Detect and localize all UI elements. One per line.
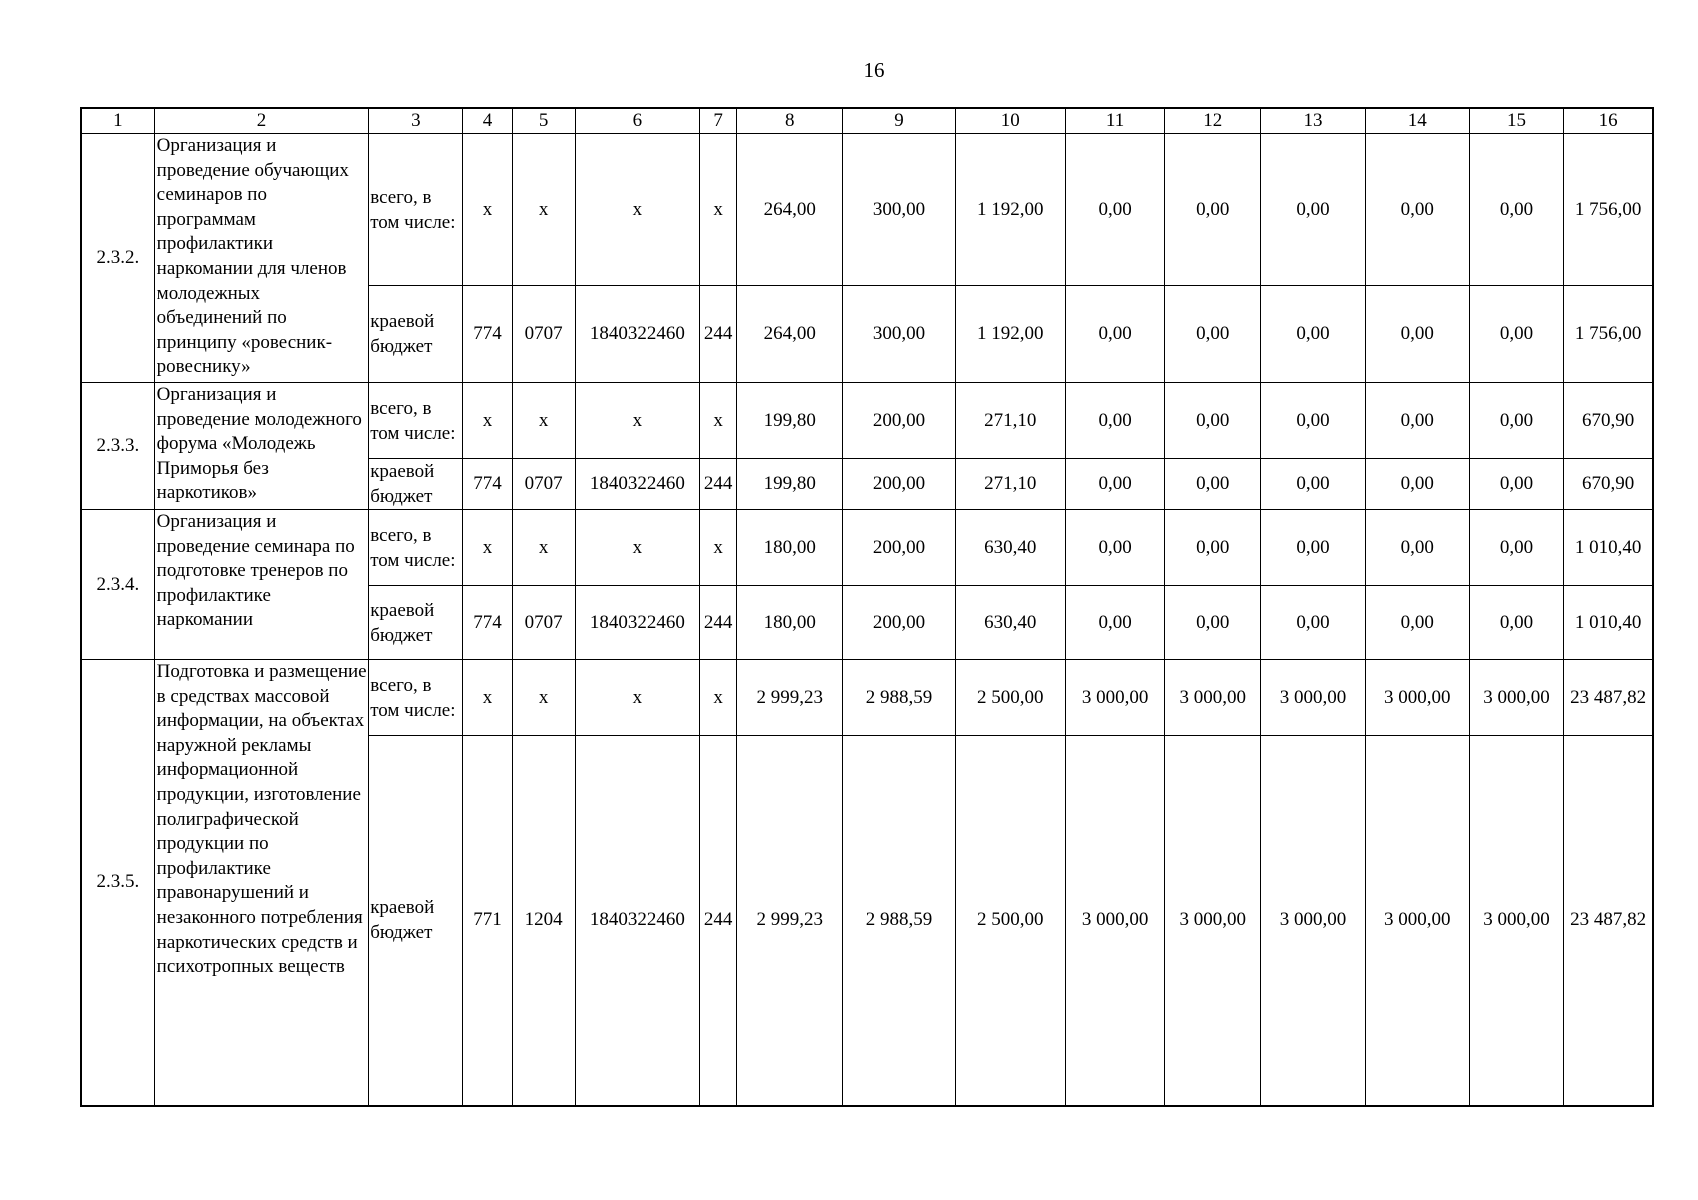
cell-c9: 200,00 bbox=[843, 586, 955, 660]
item-number: 2.3.2. bbox=[81, 134, 154, 383]
cell-c9: 200,00 bbox=[843, 383, 955, 459]
cell-c8: 2 999,23 bbox=[737, 736, 843, 1106]
cell-c13: 0,00 bbox=[1261, 383, 1365, 459]
column-header: 1 bbox=[81, 108, 154, 134]
cell-c12: 0,00 bbox=[1165, 134, 1261, 286]
column-header: 5 bbox=[512, 108, 575, 134]
funding-source: краевой бюджет bbox=[369, 459, 463, 510]
column-header: 6 bbox=[575, 108, 699, 134]
page-number: 16 bbox=[863, 58, 885, 82]
cell-c8: 199,80 bbox=[737, 383, 843, 459]
funding-source: всего, в том числе: bbox=[369, 510, 463, 586]
column-header: 2 bbox=[154, 108, 369, 134]
cell-c12: 0,00 bbox=[1165, 459, 1261, 510]
cell-c4: 771 bbox=[463, 736, 512, 1106]
cell-c6: 1840322460 bbox=[575, 286, 699, 383]
cell-c14: 0,00 bbox=[1365, 286, 1469, 383]
cell-c8: 264,00 bbox=[737, 134, 843, 286]
cell-c11: 0,00 bbox=[1065, 459, 1164, 510]
cell-c7: 244 bbox=[700, 459, 737, 510]
cell-c5: x bbox=[512, 510, 575, 586]
cell-c10: 630,40 bbox=[955, 586, 1065, 660]
cell-c10: 1 192,00 bbox=[955, 134, 1065, 286]
cell-c8: 180,00 bbox=[737, 510, 843, 586]
cell-c13: 0,00 bbox=[1261, 134, 1365, 286]
cell-c14: 0,00 bbox=[1365, 510, 1469, 586]
cell-c16: 23 487,82 bbox=[1564, 736, 1653, 1106]
cell-c10: 1 192,00 bbox=[955, 286, 1065, 383]
funding-source: всего, в том числе: bbox=[369, 383, 463, 459]
cell-c15: 0,00 bbox=[1469, 586, 1563, 660]
cell-c15: 3 000,00 bbox=[1469, 736, 1563, 1106]
cell-c6: x bbox=[575, 383, 699, 459]
cell-c8: 199,80 bbox=[737, 459, 843, 510]
cell-c7: x bbox=[700, 660, 737, 736]
funding-source: краевой бюджет bbox=[369, 286, 463, 383]
cell-c12: 3 000,00 bbox=[1165, 736, 1261, 1106]
cell-c12: 3 000,00 bbox=[1165, 660, 1261, 736]
cell-c6: x bbox=[575, 510, 699, 586]
cell-c12: 0,00 bbox=[1165, 286, 1261, 383]
cell-c6: 1840322460 bbox=[575, 459, 699, 510]
table-row bbox=[81, 134, 1653, 286]
item-number: 2.3.5. bbox=[81, 660, 154, 1106]
cell-c8: 264,00 bbox=[737, 286, 843, 383]
cell-c7: 244 bbox=[700, 586, 737, 660]
cell-c4: 774 bbox=[463, 459, 512, 510]
cell-c5: 1204 bbox=[512, 736, 575, 1106]
cell-c4: x bbox=[463, 134, 512, 286]
cell-c10: 271,10 bbox=[955, 459, 1065, 510]
cell-c13: 0,00 bbox=[1261, 286, 1365, 383]
cell-c14: 3 000,00 bbox=[1365, 736, 1469, 1106]
cell-c9: 2 988,59 bbox=[843, 660, 955, 736]
cell-c12: 0,00 bbox=[1165, 510, 1261, 586]
cell-c16: 1 756,00 bbox=[1564, 134, 1653, 286]
cell-c15: 0,00 bbox=[1469, 383, 1563, 459]
cell-c6: 1840322460 bbox=[575, 586, 699, 660]
cell-c16: 1 010,40 bbox=[1564, 510, 1653, 586]
cell-c5: 0707 bbox=[512, 586, 575, 660]
cell-c11: 3 000,00 bbox=[1065, 736, 1164, 1106]
cell-c12: 0,00 bbox=[1165, 383, 1261, 459]
cell-c15: 0,00 bbox=[1469, 459, 1563, 510]
cell-c4: 774 bbox=[463, 286, 512, 383]
cell-c15: 3 000,00 bbox=[1469, 660, 1563, 736]
cell-c6: x bbox=[575, 660, 699, 736]
column-header: 16 bbox=[1564, 108, 1653, 134]
cell-c10: 630,40 bbox=[955, 510, 1065, 586]
cell-c5: 0707 bbox=[512, 286, 575, 383]
cell-c16: 670,90 bbox=[1564, 383, 1653, 459]
cell-c9: 300,00 bbox=[843, 286, 955, 383]
cell-c5: x bbox=[512, 134, 575, 286]
cell-c11: 0,00 bbox=[1065, 510, 1164, 586]
cell-c11: 0,00 bbox=[1065, 383, 1164, 459]
cell-c7: 244 bbox=[700, 286, 737, 383]
cell-c13: 0,00 bbox=[1261, 586, 1365, 660]
cell-c9: 200,00 bbox=[843, 459, 955, 510]
cell-c16: 670,90 bbox=[1564, 459, 1653, 510]
cell-c5: x bbox=[512, 660, 575, 736]
cell-c16: 1 010,40 bbox=[1564, 586, 1653, 660]
cell-c16: 1 756,00 bbox=[1564, 286, 1653, 383]
cell-c10: 2 500,00 bbox=[955, 736, 1065, 1106]
cell-c14: 0,00 bbox=[1365, 459, 1469, 510]
table-row bbox=[81, 383, 1653, 459]
column-header: 4 bbox=[463, 108, 512, 134]
column-header: 11 bbox=[1065, 108, 1164, 134]
cell-c5: x bbox=[512, 383, 575, 459]
cell-c11: 0,00 bbox=[1065, 134, 1164, 286]
cell-c10: 271,10 bbox=[955, 383, 1065, 459]
funding-source: всего, в том числе: bbox=[369, 134, 463, 286]
cell-c7: x bbox=[700, 383, 737, 459]
column-header: 9 bbox=[843, 108, 955, 134]
column-header: 8 bbox=[737, 108, 843, 134]
cell-c14: 0,00 bbox=[1365, 134, 1469, 286]
funding-source: краевой бюджет bbox=[369, 736, 463, 1106]
cell-c14: 0,00 bbox=[1365, 586, 1469, 660]
cell-c4: 774 bbox=[463, 586, 512, 660]
cell-c15: 0,00 bbox=[1469, 286, 1563, 383]
cell-c5: 0707 bbox=[512, 459, 575, 510]
item-number: 2.3.3. bbox=[81, 383, 154, 510]
cell-c4: x bbox=[463, 660, 512, 736]
cell-c13: 0,00 bbox=[1261, 510, 1365, 586]
cell-c10: 2 500,00 bbox=[955, 660, 1065, 736]
item-name: Организация и проведение молодежного форума «Молодежь Приморья без наркотиков» bbox=[154, 383, 369, 510]
cell-c15: 0,00 bbox=[1469, 134, 1563, 286]
cell-c11: 0,00 bbox=[1065, 286, 1164, 383]
item-name: Подготовка и размещение в средствах массовой информации, на объектах наружной рекламы информационной продукции, изготовление полиграфической продукции по профилактике правонарушений и незаконного потребления наркотических средств и психотропных веществ bbox=[154, 660, 369, 1106]
cell-c12: 0,00 bbox=[1165, 586, 1261, 660]
column-header: 3 bbox=[369, 108, 463, 134]
item-number: 2.3.4. bbox=[81, 510, 154, 660]
cell-c7: x bbox=[700, 510, 737, 586]
column-header: 12 bbox=[1165, 108, 1261, 134]
cell-c8: 180,00 bbox=[737, 586, 843, 660]
cell-c16: 23 487,82 bbox=[1564, 660, 1653, 736]
funding-source: всего, в том числе: bbox=[369, 660, 463, 736]
column-header: 14 bbox=[1365, 108, 1469, 134]
budget-table bbox=[80, 107, 1654, 1107]
cell-c11: 0,00 bbox=[1065, 586, 1164, 660]
cell-c4: x bbox=[463, 383, 512, 459]
header-row bbox=[81, 108, 1653, 134]
column-header: 15 bbox=[1469, 108, 1563, 134]
cell-c4: x bbox=[463, 510, 512, 586]
cell-c13: 3 000,00 bbox=[1261, 660, 1365, 736]
cell-c9: 200,00 bbox=[843, 510, 955, 586]
cell-c9: 2 988,59 bbox=[843, 736, 955, 1106]
cell-c8: 2 999,23 bbox=[737, 660, 843, 736]
cell-c9: 300,00 bbox=[843, 134, 955, 286]
cell-c6: x bbox=[575, 134, 699, 286]
cell-c14: 3 000,00 bbox=[1365, 660, 1469, 736]
cell-c14: 0,00 bbox=[1365, 383, 1469, 459]
item-name: Организация и проведение семинара по подготовке тренеров по профилактике наркомании bbox=[154, 510, 369, 660]
cell-c13: 3 000,00 bbox=[1261, 736, 1365, 1106]
column-header: 7 bbox=[700, 108, 737, 134]
table-row bbox=[81, 510, 1653, 586]
column-header: 13 bbox=[1261, 108, 1365, 134]
cell-c7: x bbox=[700, 134, 737, 286]
cell-c6: 1840322460 bbox=[575, 736, 699, 1106]
cell-c7: 244 bbox=[700, 736, 737, 1106]
cell-c15: 0,00 bbox=[1469, 510, 1563, 586]
table-row bbox=[81, 660, 1653, 736]
cell-c11: 3 000,00 bbox=[1065, 660, 1164, 736]
funding-source: краевой бюджет bbox=[369, 586, 463, 660]
cell-c13: 0,00 bbox=[1261, 459, 1365, 510]
column-header: 10 bbox=[955, 108, 1065, 134]
item-name: Организация и проведение обучающих семинаров по программам профилактики наркомании для членов молодежных объединений по принципу «ровесник-ровеснику» bbox=[154, 134, 369, 383]
